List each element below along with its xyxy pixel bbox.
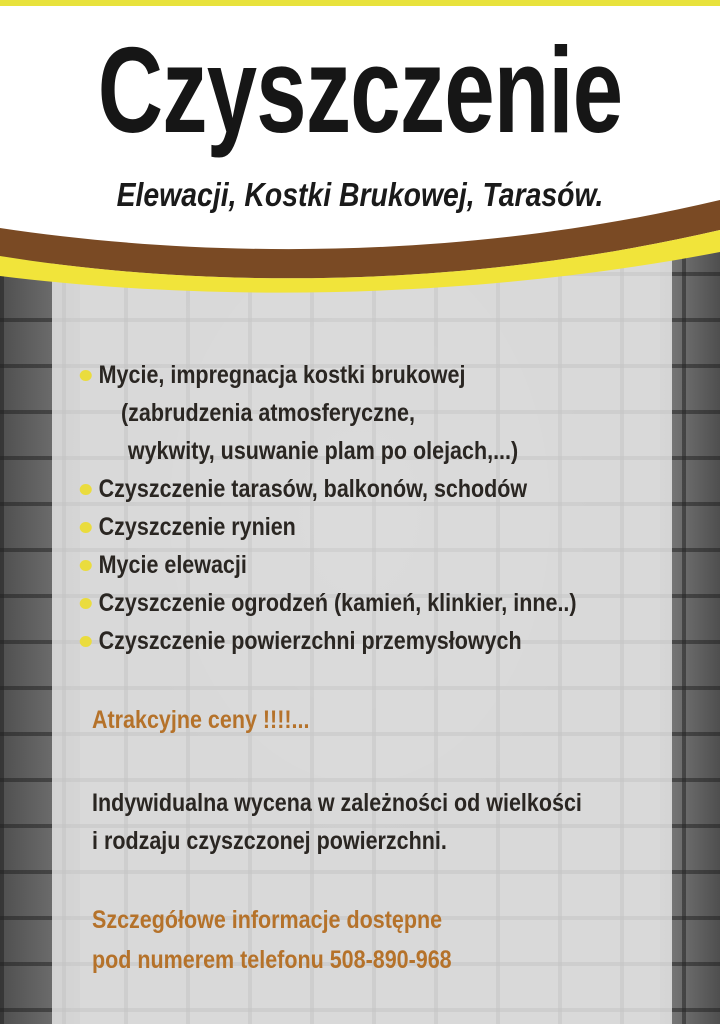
page-subtitle: Elewacji, Kostki Brukowej, Tarasów.: [116, 176, 604, 213]
service-line: Czyszczenie powierzchni przemysłowych: [98, 627, 522, 655]
page-title: Czyszczenie: [97, 22, 623, 159]
contact-text: [92, 900, 694, 980]
pricing-line-2: i rodzaju czyszczonej powierzchni.: [92, 827, 447, 855]
list-item: [78, 622, 594, 660]
bullet-icon: [80, 560, 92, 571]
service-line: Czyszczenie rynien: [98, 513, 296, 541]
pricing-line-1: Indywidualna wycena w zależności od wielkości: [92, 789, 582, 817]
service-line: Czyszczenie ogrodzeń (kamień, klinkier, inne..): [98, 589, 577, 617]
list-item: [78, 356, 594, 470]
bullet-icon: [80, 598, 92, 609]
service-line: wykwity, usuwanie plam po olejach,...): [127, 437, 519, 465]
service-line: Mycie, impregnacja kostki brukowej: [98, 361, 466, 389]
bullet-icon: [80, 370, 92, 381]
top-yellow-line: [0, 0, 720, 6]
list-item: [78, 546, 594, 584]
bullet-icon: [80, 522, 92, 533]
contact-line-2: pod numerem telefonu 508-890-968: [92, 946, 452, 974]
service-line: Mycie elewacji: [98, 551, 247, 579]
service-line: Czyszczenie tarasów, balkonów, schodów: [98, 475, 528, 503]
list-item: [78, 508, 594, 546]
list-item: [78, 584, 594, 622]
list-item: [78, 470, 594, 508]
header: [0, 0, 720, 300]
service-line: (zabrudzenia atmosferyczne,: [121, 399, 415, 427]
bullet-icon: [80, 484, 92, 495]
services-list: [78, 356, 678, 660]
contact-line-1: Szczegółowe informacje dostępne: [92, 906, 443, 934]
pricing-text: [92, 784, 694, 860]
promo-text: Atrakcyjne ceny !!!!...: [92, 706, 310, 734]
bullet-icon: [80, 636, 92, 647]
